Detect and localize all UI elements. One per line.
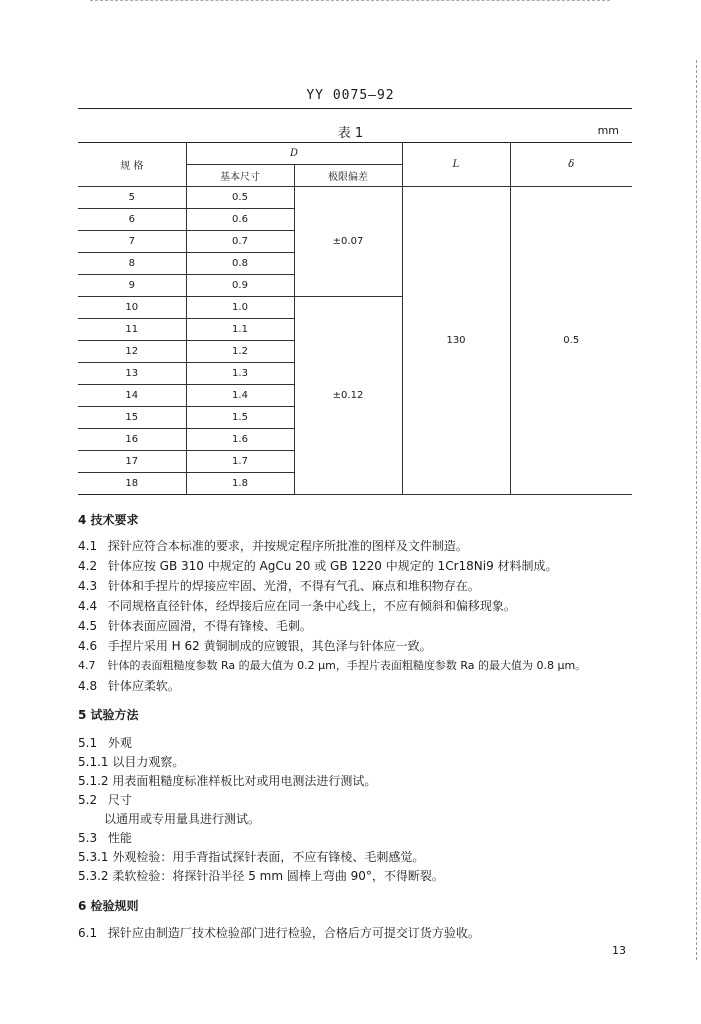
clause-6-1: 6.1 探针应由制造厂技术检验部门进行检验，合格后方可提交订货方验收。 [78, 926, 480, 940]
cell-spec: 6 [78, 209, 186, 231]
table-title: 表 1 [337, 126, 364, 141]
cell-spec: 14 [78, 385, 186, 407]
cell-spec: 18 [78, 473, 186, 495]
dimension-table [78, 142, 632, 495]
clause-4-3: 4.3 针体和手捏片的焊接应牢固、光滑，不得有气孔、麻点和堆积物存在。 [78, 579, 480, 593]
header-d: D [186, 143, 402, 165]
scan-edge-right [696, 60, 697, 960]
cell-d: 1.5 [186, 407, 294, 429]
cell-d: 1.6 [186, 429, 294, 451]
cell-d: 1.4 [186, 385, 294, 407]
tolerance-group-2: ±0.12 [294, 297, 402, 495]
cell-d: 0.5 [186, 187, 294, 209]
cell-spec: 15 [78, 407, 186, 429]
cell-spec: 7 [78, 231, 186, 253]
cell-d: 1.2 [186, 341, 294, 363]
clause-4-8: 4.8 针体应柔软。 [78, 679, 180, 693]
cell-d: 0.9 [186, 275, 294, 297]
cell-d: 0.6 [186, 209, 294, 231]
header-l: L [402, 143, 510, 187]
clause-5-3: 5.3 性能 [78, 831, 132, 845]
cell-spec: 16 [78, 429, 186, 451]
header-spec: 规 格 [78, 143, 186, 187]
clause-5-3-2: 5.3.2 柔软检验：将探针沿半径 5 mm 圆棒上弯曲 90°，不得断裂。 [78, 869, 444, 883]
cell-spec: 9 [78, 275, 186, 297]
cell-spec: 11 [78, 319, 186, 341]
header-rule [78, 108, 632, 109]
clause-4-7: 4.7 针体的表面粗糙度参数 Ra 的最大值为 0.2 μm，手捏片表面粗糙度参数 Ra 的最大值为 0.8 μm。 [78, 659, 587, 672]
section-5-title: 5 试验方法 [78, 708, 139, 722]
cell-spec: 17 [78, 451, 186, 473]
clause-5-1-2: 5.1.2 用表面粗糙度标准样板比对或用电测法进行测试。 [78, 774, 377, 788]
cell-d: 0.8 [186, 253, 294, 275]
section-4-title: 4 技术要求 [78, 513, 139, 527]
clause-4-5: 4.5 针体表面应圆滑，不得有锋棱、毛刺。 [78, 619, 312, 633]
l-value: 130 [402, 187, 510, 495]
header-nominal: 基本尺寸 [186, 165, 294, 187]
standard-code: YY 0075—92 [306, 88, 395, 103]
clause-5-3-1: 5.3.1 外观检验：用手背指试探针表面，不应有锋棱、毛刺感觉。 [78, 850, 425, 864]
clause-4-4: 4.4 不同规格直径针体，经焊接后应在同一条中心线上，不应有倾斜和偏移现象。 [78, 599, 516, 613]
delta-value: 0.5 [510, 187, 632, 495]
cell-d: 1.7 [186, 451, 294, 473]
cell-spec: 13 [78, 363, 186, 385]
clause-5-2: 5.2 尺寸 [78, 793, 132, 807]
tolerance-group-1: ±0.07 [294, 187, 402, 297]
cell-d: 1.0 [186, 297, 294, 319]
cell-d: 1.1 [186, 319, 294, 341]
section-6-title: 6 检验规则 [78, 899, 139, 913]
cell-spec: 10 [78, 297, 186, 319]
header-delta: δ [510, 143, 632, 187]
clause-5-2-note: 以通用或专用量具进行测试。 [104, 812, 261, 826]
clause-4-1: 4.1 探针应符合本标准的要求，并按规定程序所批准的图样及文件制造。 [78, 539, 468, 553]
clause-5-1: 5.1 外观 [78, 736, 132, 750]
header-tolerance: 极限偏差 [294, 165, 402, 187]
cell-spec: 5 [78, 187, 186, 209]
cell-d: 1.3 [186, 363, 294, 385]
table-unit: mm [597, 124, 619, 137]
cell-spec: 12 [78, 341, 186, 363]
clause-5-1-1: 5.1.1 以目力观察。 [78, 755, 185, 769]
clause-4-2: 4.2 针体应按 GB 310 中规定的 AgCu 20 或 GB 1220 中规定的 1Cr18Ni9 材料制成。 [78, 559, 558, 573]
scan-edge-top [90, 0, 610, 1]
cell-d: 1.8 [186, 473, 294, 495]
page-number: 13 [612, 944, 626, 957]
clause-4-6: 4.6 手捏片采用 H 62 黄铜制成的应镀银，其色泽与针体应一致。 [78, 639, 432, 653]
cell-spec: 8 [78, 253, 186, 275]
cell-d: 0.7 [186, 231, 294, 253]
